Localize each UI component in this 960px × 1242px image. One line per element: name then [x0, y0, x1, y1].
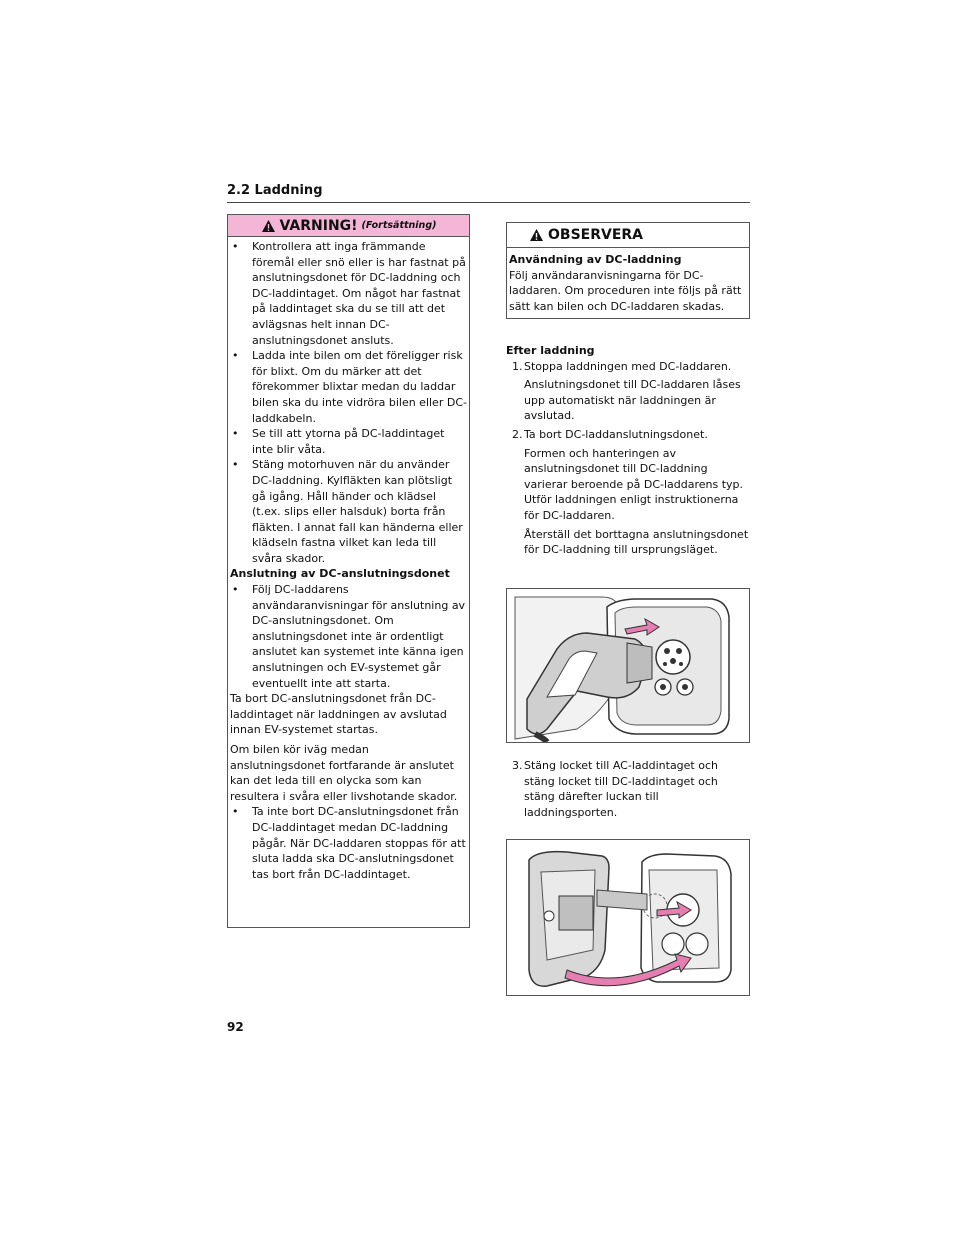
illustration-close-lids: [506, 839, 750, 996]
illustration-remove-connector: [506, 588, 750, 743]
warning-subtitle: (Fortsättning): [361, 220, 437, 231]
after-heading: Efter laddning: [506, 344, 595, 357]
warning-box: [227, 214, 470, 928]
notice-box: [506, 222, 750, 319]
warning-subheading: Anslutning av DC-anslutningsdonet: [230, 567, 450, 581]
step-number: 1.: [512, 359, 523, 373]
list-item: • Se till att ytorna på DC-laddintaget inte blir våta.: [230, 426, 467, 457]
step-note: Återställ det borttagna anslutningsdonet för DC-laddning till ursprungsläget.: [524, 527, 749, 557]
list-item: • Ta inte bort DC-anslutningsdonet från DC-laddintaget medan DC-laddning pågår. När DC-laddaren stoppas för att sluta ladda ska DC-anslutningsdonet tas bort från DC-laddintaget.: [230, 804, 467, 882]
step-number: 3.: [512, 759, 523, 772]
step-text: Ta bort DC-laddanslutningsdonet.: [524, 427, 708, 441]
steps-list: [506, 758, 750, 820]
step-number: 2.: [512, 427, 523, 441]
step-text: Stäng locket till AC-laddintaget och stäng locket till DC-laddintaget och stäng därefter luckan till laddningsporten.: [524, 759, 718, 819]
step-note: Anslutningsdonet till DC-laddaren låses upp automatiskt när laddningen är avslutad.: [524, 378, 741, 423]
steps-list: [506, 427, 750, 443]
notice-title: OBSERVERA: [548, 227, 644, 243]
step-item: [506, 427, 750, 443]
lid-closing-drawing: [507, 840, 749, 995]
notice-text: Följ användaranvisningarna för DC-laddaren. Om proceduren inte följs på rätt sätt kan bilen och DC-laddaren skadas.: [509, 268, 742, 313]
notice-body: [507, 248, 749, 318]
step-item: [506, 758, 750, 820]
section-title: 2.2 Laddning: [227, 183, 323, 198]
step-item: [506, 359, 750, 375]
warning-bullet-list: [230, 582, 467, 691]
warning-bullet-list: [230, 239, 467, 566]
after-charging-section: [506, 343, 750, 561]
step-text: Stoppa laddningen med DC-laddaren.: [524, 359, 732, 373]
warning-triangle-icon: [261, 219, 276, 233]
list-item: • Ladda inte bilen om det föreligger risk för blixt. Om du märker att det förekommer blixtar medan du laddar bilen ska du inte vidröra bilen eller DC-laddkabeln.: [230, 348, 467, 426]
step-3-block: [506, 758, 750, 820]
warning-bullet-list: [230, 804, 467, 882]
warning-paragraph: Om bilen kör iväg medan anslutningsdonet fortfarande är anslutet kan det leda till en olycka som kan resultera i svåra eller livshotande skador.: [230, 743, 458, 803]
list-item: • Stäng motorhuven när du använder DC-laddning. Kylfläkten kan plötsligt gå igång. Håll händer och klädsel (t.ex. slips eller halsduk) borta från fläkten. I annat fall kan händerna eller klädseln fastna vilket kan leda till svåra skador.: [230, 457, 467, 566]
notice-header: [507, 223, 749, 248]
list-item: • Följ DC-laddarens användaranvisningar för anslutning av DC-anslutningsdonet. Om anslutningsdonet inte är ordentligt anslutet kan systemet inte känna igen anslutningen och EV-systemet går eventuellt inte att starta.: [230, 582, 467, 691]
warning-body: [228, 237, 469, 882]
caution-triangle-icon: [529, 228, 544, 242]
steps-list: [506, 359, 750, 375]
notice-subheading: Användning av DC-laddning: [509, 253, 682, 266]
warning-title: VARNING!: [279, 217, 358, 234]
warning-header: [228, 215, 469, 237]
page-number: 92: [227, 1020, 244, 1034]
connector-removal-drawing: [507, 589, 749, 742]
list-item: • Kontrollera att inga främmande föremål eller snö eller is har fastnat på anslutningsdonet för DC-laddning och DC-laddintaget. Om något har fastnat på laddintaget ska du se till att det avlägsnas helt innan DC-anslutningsdonet ansluts.: [230, 239, 467, 348]
warning-paragraph: Ta bort DC-anslutningsdonet från DC-laddintaget när laddningen av avslutad innan EV-systemet startas.: [230, 692, 447, 737]
step-note: Formen och hanteringen av anslutningsdonet till DC-laddning varierar beroende på DC-laddarens typ. Utför laddningen enligt instruktionerna för DC-laddaren.: [524, 446, 744, 522]
section-header: [227, 179, 750, 203]
